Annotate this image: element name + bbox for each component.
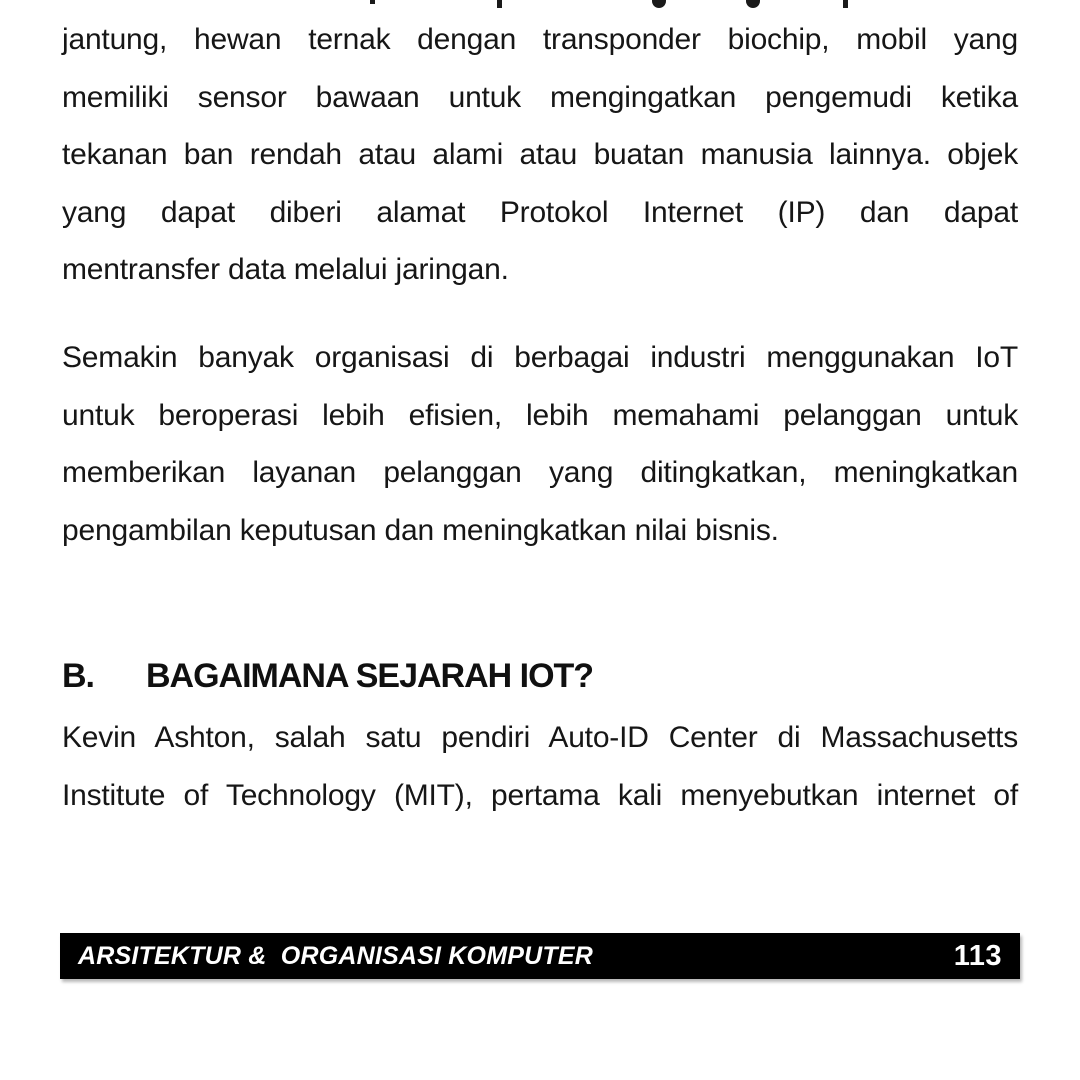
text-line: Institute of Technology (MIT), pertama kali menyebutkan internet of <box>62 778 1018 812</box>
paragraph-iot-definition <box>62 11 1018 299</box>
clipped-line-fragment <box>497 0 502 8</box>
text-line: memberikan layanan pelanggan yang ditingkatkan, meningkatkan <box>62 456 1018 489</box>
text-line: tekanan ban rendah atau alami atau buatan manusia lainnya. objek <box>62 138 1018 171</box>
section-heading-title: BAGAIMANA SEJARAH IOT? <box>146 657 594 695</box>
footer-bar <box>60 933 1020 979</box>
clipped-line-fragment <box>652 0 666 8</box>
clipped-line-fragment <box>746 0 760 8</box>
text-line: yang dapat diberi alamat Protokol Internet (IP) dan dapat <box>62 195 1018 229</box>
section-heading-label: B. <box>62 657 94 695</box>
text-line: mentransfer data melalui jaringan. <box>62 253 509 286</box>
text-line: pengambilan keputusan dan meningkatkan nilai bisnis. <box>62 513 779 547</box>
text-line: untuk beroperasi lebih efisien, lebih memahami pelanggan untuk <box>62 398 1018 432</box>
clipped-line-fragment <box>370 0 375 4</box>
paragraph-iot-history <box>62 709 1018 824</box>
text-line: jantung, hewan ternak dengan transponder biochip, mobil yang <box>62 23 1018 56</box>
section-heading <box>62 647 1018 705</box>
paragraph-iot-usage <box>62 329 1018 559</box>
text-line: memiliki sensor bawaan untuk mengingatkan pengemudi ketika <box>62 80 1018 114</box>
clipped-line-fragment <box>843 0 848 8</box>
footer-book-title: ARSITEKTUR & ORGANISASI KOMPUTER <box>78 941 593 970</box>
footer-page-number: 113 <box>953 939 1002 972</box>
text-line: Semakin banyak organisasi di berbagai industri menggunakan IoT <box>62 341 1018 374</box>
text-line: Kevin Ashton, salah satu pendiri Auto-ID Center di Massachusetts <box>62 721 1018 754</box>
